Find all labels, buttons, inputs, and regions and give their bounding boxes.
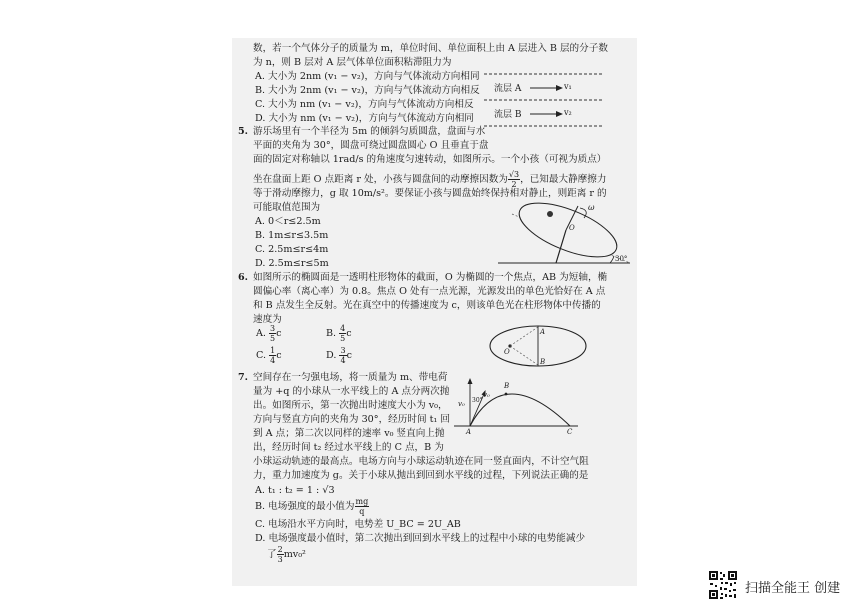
- q7-line-5: 到 A 点；第二次以同样的速率 v₀ 竖直向上抛: [253, 428, 445, 439]
- q6-option-b-label: B.: [326, 328, 337, 339]
- q5-line-4-end: ，已知最大静摩擦力: [520, 174, 607, 185]
- v2-label: v₂: [564, 108, 572, 117]
- q6-option-c: [256, 345, 282, 367]
- v0-vertical-label: v₀: [458, 400, 465, 408]
- flow-layers-figure: [484, 64, 634, 130]
- v1-label: v₁: [564, 82, 572, 91]
- mu-denominator: 2: [511, 180, 517, 189]
- q6-option-d-num: 3: [340, 346, 346, 355]
- angle-label: 30°: [472, 397, 483, 404]
- child-marker: [547, 211, 553, 217]
- q7-option-c: C. 电场沿水平方向时，电势差 U_BC = 2U_AB: [255, 519, 461, 530]
- q4-option-b: B. 大小为 2nm (v₁ − v₂)，方向与气体流动方向相反: [255, 85, 480, 96]
- q7-number: 7.: [238, 372, 249, 383]
- q7-option-b-fraction: [355, 497, 370, 516]
- q4-option-a: A. 大小为 2nm (v₁ − v₂)，方向与气体流动方向相同: [255, 71, 480, 82]
- point-c-label-q7: C: [567, 428, 573, 434]
- q6-option-a-num: 3: [270, 324, 276, 333]
- scanner-watermark: [708, 568, 848, 602]
- q6-line-1: 如图所示的椭圆面是一透明柱形物体的截面，O 为椭圆的一个焦点，AB 为短轴，椭: [253, 272, 608, 283]
- q4-line-2: 为 n，则 B 层对 A 层气体单位面积粘滞阻力为: [253, 57, 452, 68]
- q6-line-2: 圆偏心率（离心率）为 0.8。焦点 O 处有一点光源，光源发出的单色光恰好在 A 点: [253, 286, 606, 297]
- ellipse-figure: [488, 322, 592, 370]
- projectile-figure: [450, 368, 580, 434]
- q5-line-3: 面的固定对称轴以 1rad/s 的角速度匀速转动，如图所示。一个小孩（可视为质点）: [253, 154, 607, 165]
- scanner-brand-text: 扫描全能王 创建: [745, 581, 841, 596]
- q7-option-b-text: B. 电场强度的最小值为: [255, 501, 355, 512]
- q7-option-d-prefix: 了: [267, 549, 277, 560]
- q6-option-d: [326, 345, 352, 367]
- q7-option-d-line-2: [267, 544, 306, 566]
- q6-option-b-num: 4: [340, 324, 346, 333]
- q5-number: 5.: [238, 126, 249, 137]
- q6-option-c-den: 4: [270, 356, 276, 365]
- q7-option-a: A. t₁ : t₂ = 1 : √3: [255, 485, 335, 496]
- mu-numerator: √3: [508, 170, 520, 179]
- q5-option-a: A. 0＜r≤2.5m: [255, 216, 321, 227]
- q5-option-b: B. 1m≤r≤3.5m: [255, 230, 329, 241]
- q7-option-d-num: 2: [277, 545, 283, 554]
- q6-option-c-label: C.: [256, 350, 267, 361]
- center-o-label: O: [569, 224, 575, 232]
- q7-line-2: 量为 +q 的小球从一水平线上的 A 点分两次抛: [253, 386, 450, 397]
- q4-option-c: C. 大小为 nm (v₁ − v₂)，方向与气体流动方向相反: [255, 99, 474, 110]
- q5-line-2: 平面的夹角为 30°，圆盘可绕过圆盘圆心 O 且垂直于盘: [253, 140, 489, 151]
- q6-option-a-unit: c: [276, 328, 282, 339]
- layer-a-label: 流层 A: [494, 84, 522, 94]
- q7-line-6: 出，经历时间 t₂ 经过水平线上的 C 点，B 为: [253, 442, 444, 453]
- q6-option-c-unit: c: [276, 350, 282, 361]
- q6-option-d-unit: c: [346, 350, 352, 361]
- angle-30-label: 30°: [615, 255, 628, 263]
- tilted-disk-figure: [498, 200, 636, 268]
- q7-line-4: 方向与竖直方向的夹角为 30°，经历时间 t₁ 回: [253, 414, 450, 425]
- q7-option-d-fraction: [277, 545, 284, 564]
- q6-line-3: 和 B 点发生全反射。光在真空中的传播速度为 c，则该单色光在柱形物体中传播的: [253, 300, 601, 311]
- q7-line-3: 出。如图所示，第一次抛出时速度大小为 v₀，: [253, 400, 448, 411]
- point-a-label-q7: A: [466, 428, 472, 434]
- q7-line-1: 空间存在一匀强电场，将一质量为 m、带电荷: [253, 372, 448, 383]
- q6-option-b-den: 5: [340, 334, 346, 343]
- point-b-label-q7: B: [504, 382, 510, 390]
- q6-option-d-fraction: [339, 346, 346, 365]
- q7-option-d-den: 3: [277, 555, 283, 564]
- q5-line-6: 可能取值范围为: [253, 202, 321, 213]
- q6-option-b: [326, 323, 352, 345]
- q5-line-5: 等于滑动摩擦力，g 取 10m/s²。要保证小孩与圆盘始终保持相对静止，则距离 r 的: [253, 188, 607, 199]
- q4-line-1: 数，若一个气体分子的质量为 m，单位时间、单位面积上由 A 层进入 B 层的分子数: [253, 43, 608, 54]
- point-a-label: A: [540, 328, 546, 336]
- q5-option-d: D. 2.5m≤r≤5m: [255, 258, 329, 269]
- q7-option-b: [255, 497, 369, 517]
- q5-line-4-start: 坐在盘面上距 O 点距离 r 处，小孩与圆盘间的动摩擦因数为: [253, 174, 508, 185]
- q6-number: 6.: [238, 272, 249, 283]
- omega-label: ω: [588, 203, 595, 212]
- qr-code-icon: [708, 570, 738, 600]
- q6-option-a-den: 5: [270, 334, 276, 343]
- q7-option-d-suffix: mv₀²: [283, 549, 306, 560]
- q7-option-b-num: mg: [355, 497, 369, 506]
- focus-o-label: O: [504, 348, 510, 356]
- q6-option-a-label: A.: [256, 328, 266, 339]
- q6-option-d-den: 4: [340, 356, 346, 365]
- q6-option-a: [256, 323, 282, 345]
- v0-angled-label: v₀: [483, 391, 490, 399]
- q6-option-b-unit: c: [346, 328, 352, 339]
- q7-line-8: 力，重力加速度为 g。关于小球从抛出到回到水平线的过程，下列说法正确的是: [253, 470, 589, 481]
- q6-option-d-label: D.: [326, 350, 337, 361]
- q5-option-c: C. 2.5m≤r≤4m: [255, 244, 329, 255]
- point-b-label: B: [540, 358, 546, 366]
- q6-option-c-num: 1: [270, 346, 276, 355]
- q7-line-7: 小球运动轨迹的最高点。电场方向与小球运动轨迹在同一竖直面内，不计空气阻: [253, 456, 589, 467]
- q6-line-4: 速度为: [253, 314, 282, 325]
- q7-option-d-line-1: D. 电场强度最小值时，第二次抛出到回到水平线上的过程中小球的电势能减少: [255, 533, 586, 544]
- q4-option-d: D. 大小为 nm (v₁ − v₂)，方向与气体流动方向相同: [255, 113, 474, 124]
- q7-option-b-den: q: [359, 507, 365, 516]
- layer-b-label: 流层 B: [494, 110, 522, 120]
- q5-line-1: 游乐场里有一个半径为 5m 的倾斜匀质圆盘，盘面与水: [253, 126, 486, 137]
